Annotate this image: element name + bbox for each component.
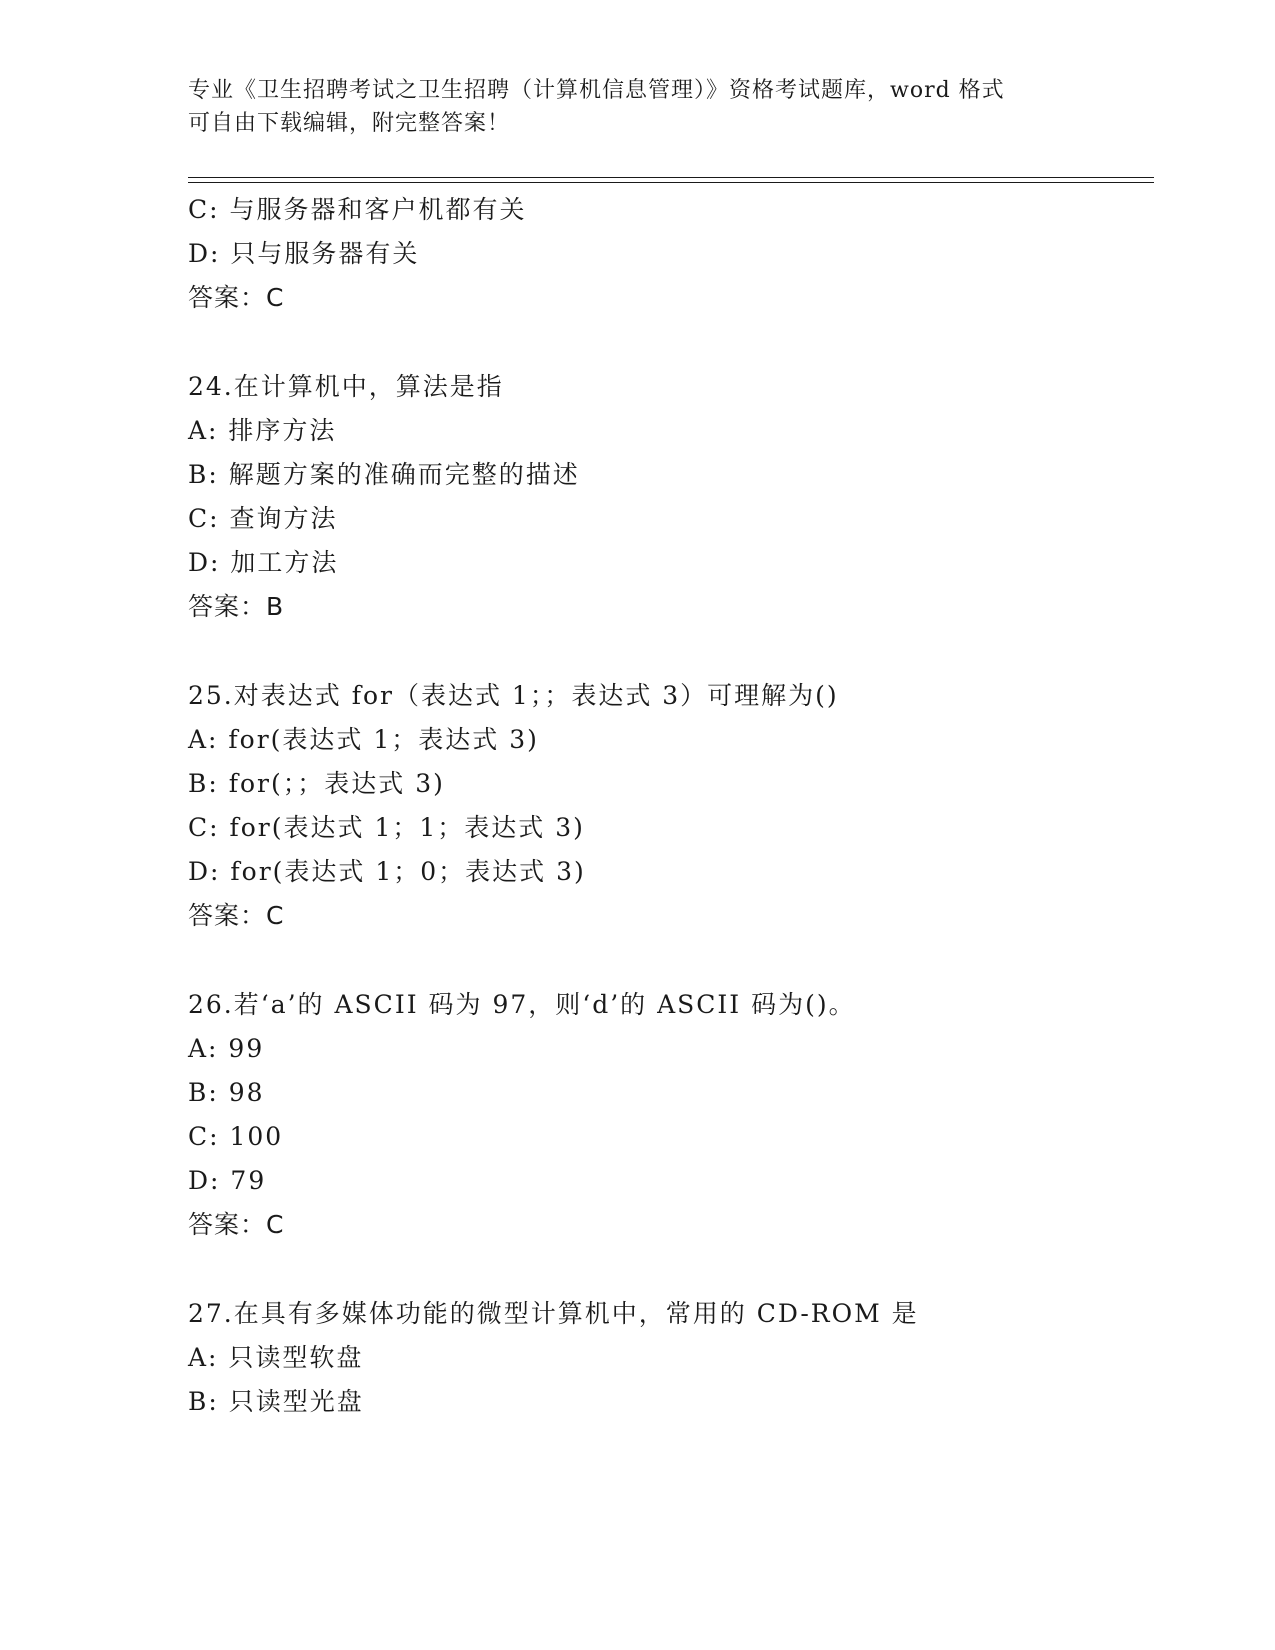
q25-option-b: B: for(；；表达式 3) [188,769,445,798]
q25-stem: 25.对表达式 for（表达式 1；；表达式 3）可理解为() [188,681,839,710]
q26-option-d: D: 79 [188,1166,267,1195]
q23-option-d: D: 只与服务器有关 [188,239,420,268]
q26-option-a: A: 99 [188,1034,265,1063]
q23-answer: 答案：C [188,283,285,312]
q23-option-c: C: 与服务器和客户机都有关 [188,195,527,224]
q25-option-c: C: for(表达式 1；1；表达式 3) [188,813,585,842]
header-line-2: 可自由下载编辑，附完整答案！ [188,111,511,136]
q24-answer: 答案：B [188,592,285,621]
q24-option-b: B: 解题方案的准确而完整的描述 [188,460,580,489]
q26-option-c: C: 100 [188,1122,284,1151]
q24-option-a: A: 排序方法 [188,416,337,445]
q26-option-b: B: 98 [188,1078,265,1107]
q26-stem: 26.若‘a’的 ASCII 码为 97，则‘d’的 ASCII 码为()。 [188,990,856,1019]
header-line-1: 专业《卫生招聘考试之卫生招聘（计算机信息管理）》资格考试题库，word 格式 [188,78,1005,103]
q25-answer: 答案：C [188,901,285,930]
q24-stem: 24.在计算机中，算法是指 [188,372,504,401]
q24-option-d: D: 加工方法 [188,548,339,577]
q27-option-b: B: 只读型光盘 [188,1387,364,1416]
document-header [188,74,1088,140]
q25-option-a: A: for(表达式 1；表达式 3) [188,725,539,754]
header-divider-bottom [188,182,1154,183]
q24-option-c: C: 查询方法 [188,504,338,533]
q25-option-d: D: for(表达式 1；0；表达式 3) [188,857,586,886]
q26-answer: 答案：C [188,1210,285,1239]
header-divider-top [188,177,1154,178]
q27-option-a: A: 只读型软盘 [188,1343,364,1372]
q27-stem: 27.在具有多媒体功能的微型计算机中，常用的 CD-ROM 是 [188,1299,919,1328]
